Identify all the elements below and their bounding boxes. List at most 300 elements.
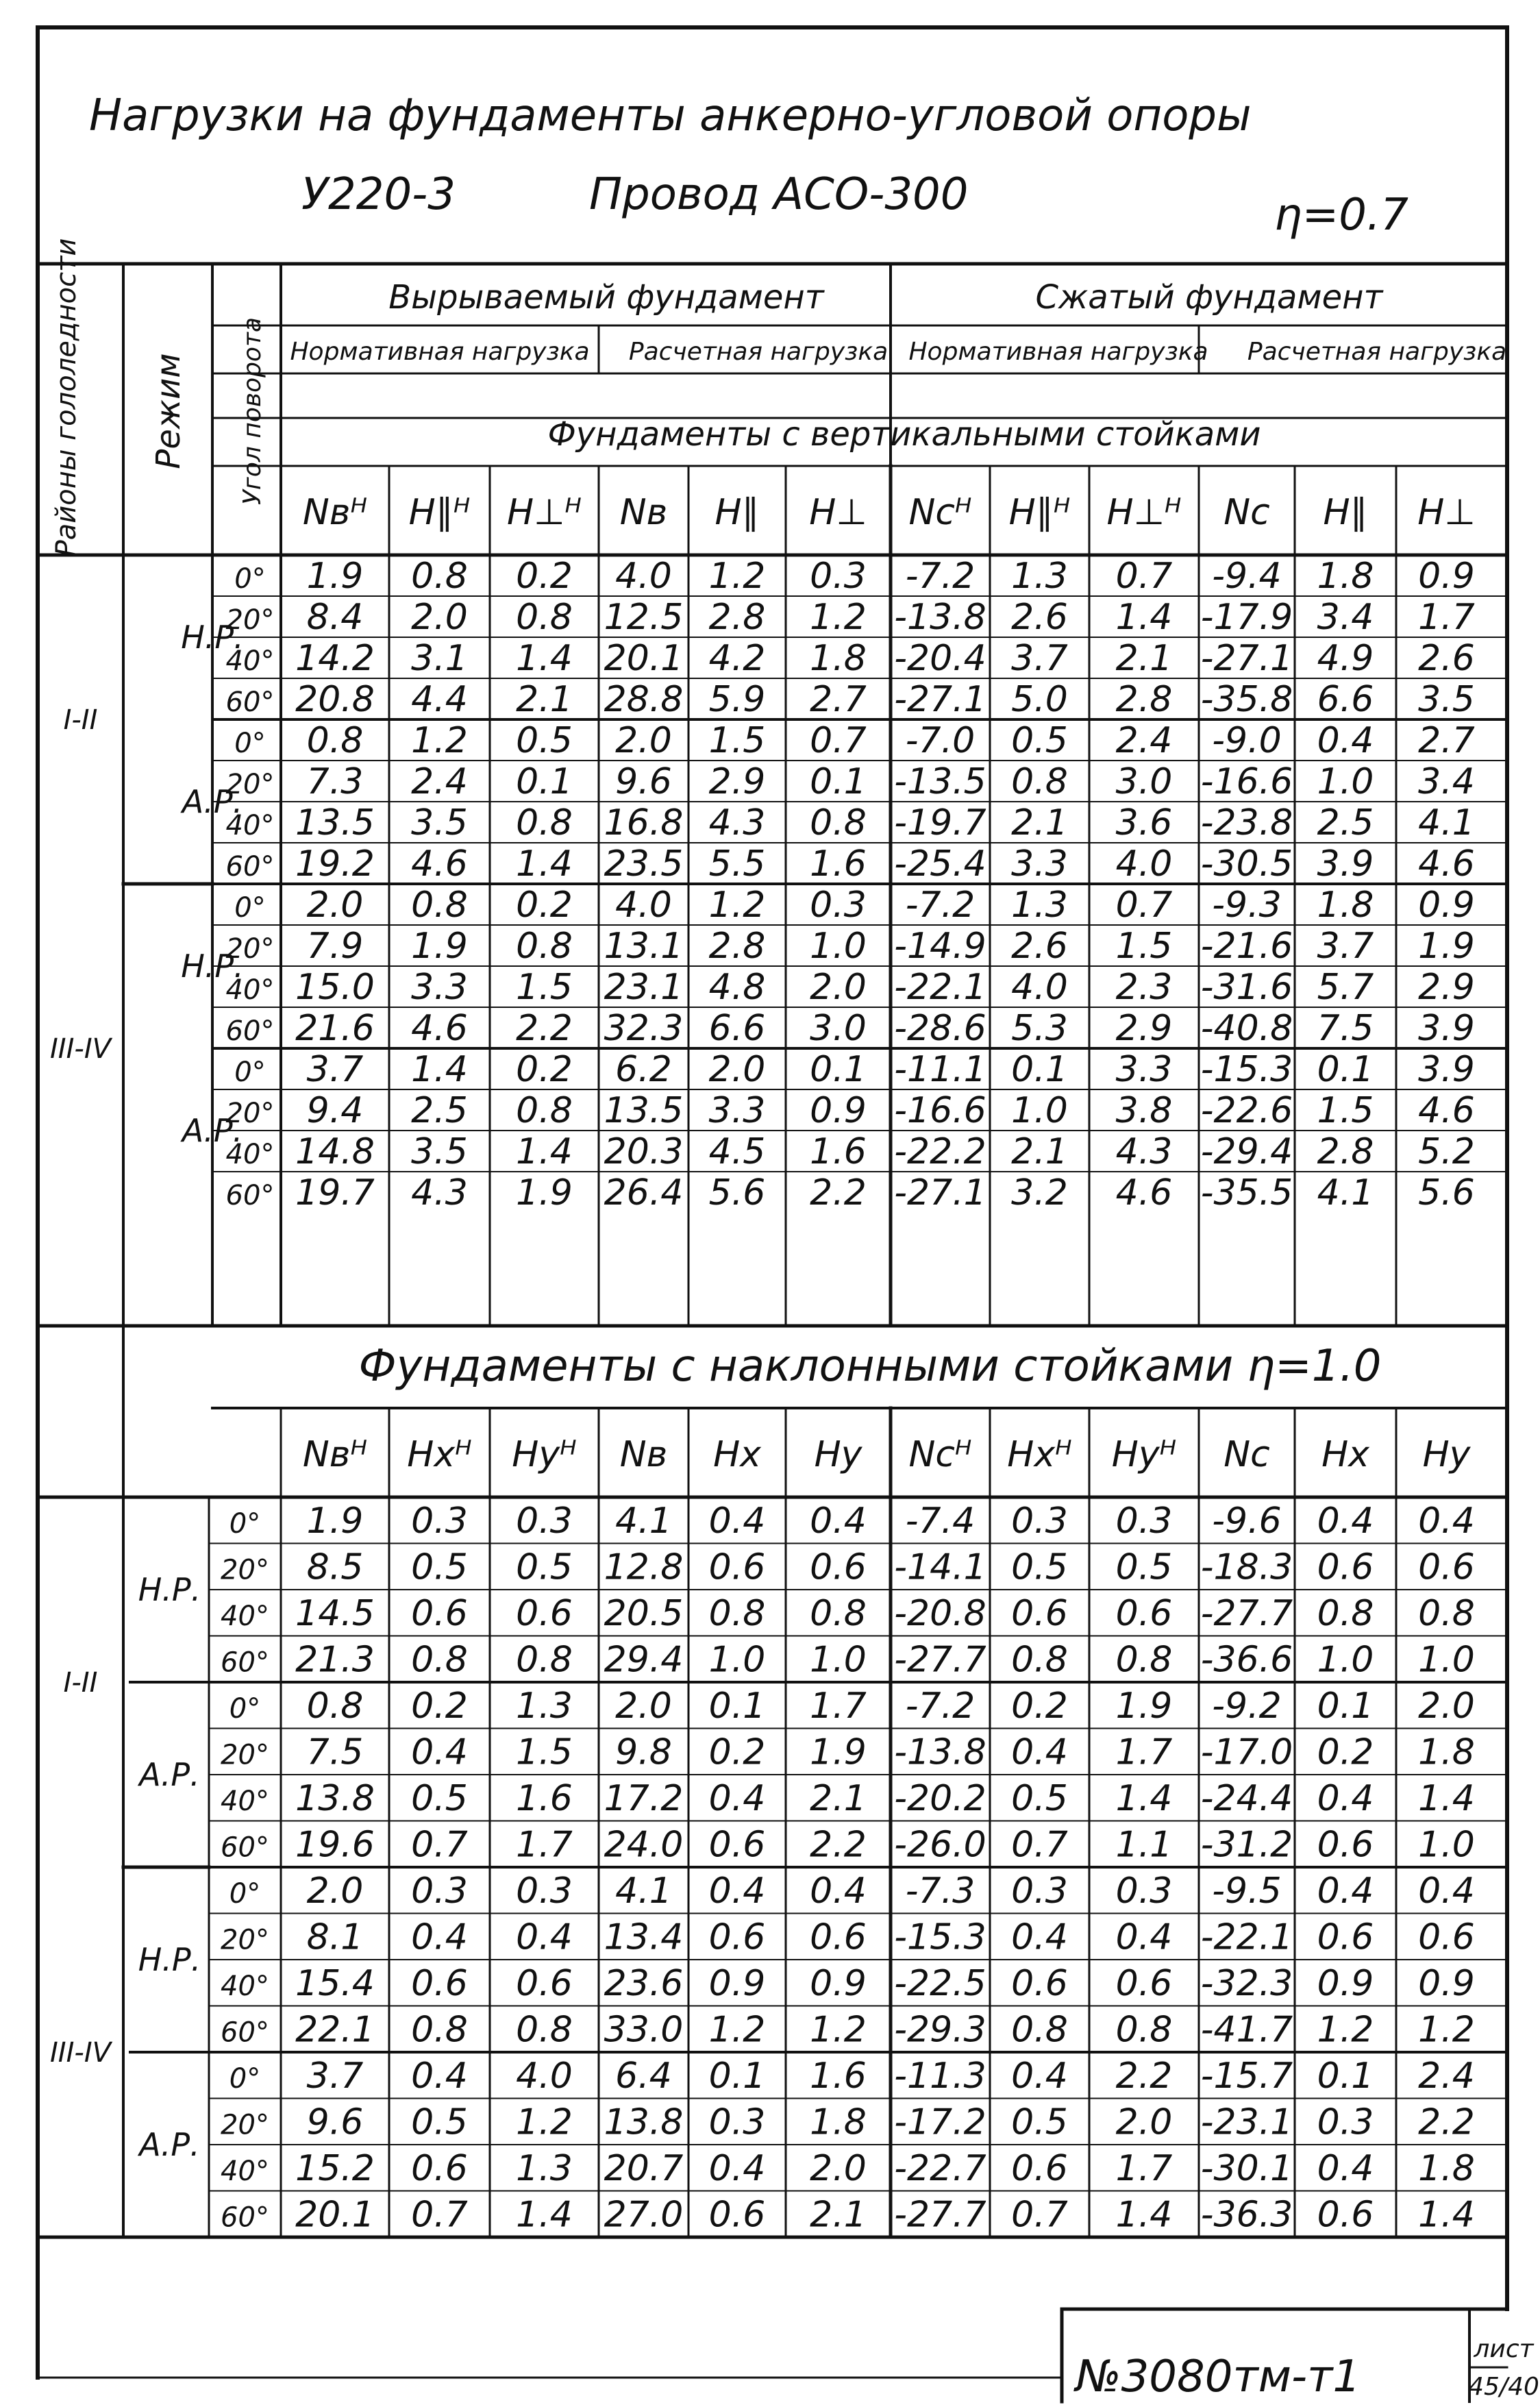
cell-b: 0.4 xyxy=(1011,1731,1068,1773)
cell-b: 0.5 xyxy=(1115,1546,1173,1588)
cell-b: 0.3 xyxy=(1317,2101,1374,2143)
cell-b: 0.1 xyxy=(708,1686,766,1727)
cell-b: -31.2 xyxy=(1200,1824,1293,1866)
cell-b: -41.7 xyxy=(1200,2009,1293,2051)
cell-a: 6.6 xyxy=(708,1008,766,1049)
sheet-number: 45/40 xyxy=(1468,2373,1539,2401)
cell-b: 0.1 xyxy=(1317,1686,1374,1727)
cell-a: -25.4 xyxy=(894,843,986,885)
cell-a: 3.3 xyxy=(708,1090,766,1131)
cell-b: 33.0 xyxy=(604,2009,684,2051)
angle-a: 0° xyxy=(234,728,266,759)
cell-b: 0.4 xyxy=(411,1731,468,1773)
zone-label-b: III-IV xyxy=(50,2037,111,2069)
cell-a: 2.2 xyxy=(516,1008,573,1049)
cell-b: 0.1 xyxy=(708,2056,766,2097)
cell-a: 2.6 xyxy=(1011,597,1068,638)
cell-b: 0.8 xyxy=(1115,1639,1173,1681)
cell-b: 0.4 xyxy=(810,1501,867,1542)
cell-b: 2.0 xyxy=(306,1871,364,1912)
cell-b: 0.6 xyxy=(1317,2194,1374,2236)
cell-a: 0.9 xyxy=(810,1090,867,1131)
cell-a: 2.7 xyxy=(1418,720,1475,761)
cell-b: 0.4 xyxy=(708,1778,766,1819)
cell-a: 4.9 xyxy=(1317,638,1374,679)
col-b-7: Hxᴴ xyxy=(1007,1434,1072,1475)
cell-a: 0.2 xyxy=(516,885,573,926)
cell-b: 0.8 xyxy=(1418,1593,1475,1634)
cell-b: 0.3 xyxy=(516,1871,573,1912)
cell-b: 0.4 xyxy=(708,1501,766,1542)
col-b-5: Hy xyxy=(814,1434,862,1475)
cell-a: 6.2 xyxy=(615,1049,672,1090)
angle-b: 0° xyxy=(229,1508,261,1540)
cell-a: 4.6 xyxy=(1115,1172,1173,1213)
cell-a: 5.0 xyxy=(1011,679,1068,720)
cell-a: 16.8 xyxy=(604,802,684,843)
angle-a: 40° xyxy=(225,645,275,677)
cell-a: 0.2 xyxy=(516,556,573,597)
cell-b: 0.4 xyxy=(411,2056,468,2097)
cell-b: 1.5 xyxy=(516,1731,573,1773)
cell-b: 0.9 xyxy=(810,1963,867,2004)
cell-a: 1.9 xyxy=(411,926,468,967)
cell-b: 1.4 xyxy=(1115,2194,1173,2236)
angle-b: 60° xyxy=(221,2017,269,2049)
cell-b: 8.1 xyxy=(306,1916,364,1958)
cell-a: 20.1 xyxy=(604,638,684,679)
header-mode: Режим xyxy=(149,353,188,469)
cell-b: 13.8 xyxy=(295,1778,375,1819)
cell-a: 26.4 xyxy=(604,1172,684,1213)
cell-a: 4.6 xyxy=(1418,1090,1475,1131)
cell-b: 8.5 xyxy=(306,1546,364,1588)
cell-b: 1.3 xyxy=(516,1686,573,1727)
cell-a: 3.4 xyxy=(1418,761,1475,802)
cell-b: 0.4 xyxy=(411,1916,468,1958)
cell-a: 4.3 xyxy=(708,802,766,843)
cell-a: 9.4 xyxy=(306,1090,364,1131)
cell-b: 12.8 xyxy=(604,1546,684,1588)
cell-b: 7.5 xyxy=(306,1731,364,1773)
cell-a: 1.4 xyxy=(516,1131,573,1172)
cell-a: 1.2 xyxy=(708,556,766,597)
cell-b: -15.3 xyxy=(894,1916,986,1958)
cell-a: -21.6 xyxy=(1200,926,1293,967)
cell-b: 1.8 xyxy=(1418,2148,1475,2189)
cell-a: 2.6 xyxy=(1011,926,1068,967)
cell-a: 3.5 xyxy=(411,802,468,843)
cell-a: -19.7 xyxy=(894,802,986,843)
cell-b: -15.7 xyxy=(1200,2056,1293,2097)
angle-a: 0° xyxy=(234,563,266,595)
col-a-8: H⊥ᴴ xyxy=(1106,492,1182,533)
angle-a: 20° xyxy=(225,933,275,965)
cell-b: 2.2 xyxy=(1115,2056,1173,2097)
cell-a: 0.1 xyxy=(810,1049,867,1090)
cell-a: 4.6 xyxy=(1418,843,1475,885)
cell-b: 2.1 xyxy=(810,2194,867,2236)
cell-a: 1.3 xyxy=(1011,556,1068,597)
cell-b: 1.2 xyxy=(810,2009,867,2051)
cell-b: 20.1 xyxy=(295,2194,375,2236)
cell-a: 3.8 xyxy=(1115,1090,1173,1131)
cell-b: 0.6 xyxy=(411,2148,468,2189)
angle-a: 60° xyxy=(225,687,275,718)
cell-a: 1.0 xyxy=(1317,761,1374,802)
cell-b: 0.7 xyxy=(411,2194,468,2236)
cell-b: 0.8 xyxy=(516,2009,573,2051)
cell-a: -7.0 xyxy=(905,720,976,761)
cell-a: 0.8 xyxy=(516,1090,573,1131)
cell-b: -24.4 xyxy=(1200,1778,1293,1819)
cell-a: 3.7 xyxy=(306,1049,364,1090)
cell-a: 4.4 xyxy=(411,679,468,720)
cell-b: 0.4 xyxy=(1011,2056,1068,2097)
cell-b: 2.0 xyxy=(810,2148,867,2189)
cell-a: 1.4 xyxy=(411,1049,468,1090)
cell-b: 0.3 xyxy=(411,1501,468,1542)
drawing-number: №3080тм-т1 xyxy=(1076,2352,1361,2402)
cell-a: 13.5 xyxy=(295,802,375,843)
cell-b: -27.7 xyxy=(894,1639,986,1681)
cell-b: 0.7 xyxy=(411,1824,468,1866)
cell-a: 2.9 xyxy=(1418,967,1475,1008)
cell-b: 0.4 xyxy=(1317,1501,1374,1542)
cell-b: 15.2 xyxy=(295,2148,375,2189)
cell-b: -14.1 xyxy=(894,1546,986,1588)
cell-b: 1.9 xyxy=(1115,1686,1173,1727)
cell-b: 0.3 xyxy=(1115,1871,1173,1912)
cell-b: 9.8 xyxy=(615,1731,672,1773)
col-b-0: Nвᴴ xyxy=(302,1434,368,1475)
zone-label-b: I-II xyxy=(63,1667,98,1699)
cell-b: 0.6 xyxy=(1317,1546,1374,1588)
cell-a: 0.8 xyxy=(516,926,573,967)
cell-a: 2.5 xyxy=(411,1090,468,1131)
cell-a: 3.5 xyxy=(411,1131,468,1172)
cell-a: 0.1 xyxy=(1011,1049,1068,1090)
cell-b: 2.0 xyxy=(1115,2101,1173,2143)
cell-a: 5.7 xyxy=(1317,967,1374,1008)
cell-b: 0.2 xyxy=(1011,1686,1068,1727)
cell-b: 1.0 xyxy=(1418,1824,1475,1866)
cell-b: -27.7 xyxy=(1200,1593,1293,1634)
cell-a: 2.8 xyxy=(708,597,766,638)
cell-b: 0.2 xyxy=(411,1686,468,1727)
cell-b: 0.4 xyxy=(1418,1871,1475,1912)
cell-b: 0.3 xyxy=(411,1871,468,1912)
cell-b: 0.1 xyxy=(1317,2056,1374,2097)
title-line-1: Нагрузки на фундаменты анкерно-угловой опоры xyxy=(89,90,1252,141)
cell-a: 4.6 xyxy=(411,843,468,885)
cell-b: 1.2 xyxy=(708,2009,766,2051)
col-b-3: Nв xyxy=(619,1434,668,1475)
cell-b: 0.6 xyxy=(1418,1916,1475,1958)
cell-b: 14.5 xyxy=(295,1593,375,1634)
cell-a: -29.4 xyxy=(1200,1131,1293,1172)
col-b-11: Hy xyxy=(1422,1434,1471,1475)
cell-a: 1.8 xyxy=(1317,556,1374,597)
cell-a: 4.0 xyxy=(615,556,672,597)
cell-b: -18.3 xyxy=(1200,1546,1293,1588)
cell-b: 0.5 xyxy=(411,1778,468,1819)
regime-label-b: А.Р. xyxy=(139,1756,200,1793)
angle-a: 60° xyxy=(225,851,275,883)
cell-b: -36.6 xyxy=(1200,1639,1293,1681)
cell-a: 3.3 xyxy=(1115,1049,1173,1090)
cell-b: 0.2 xyxy=(1317,1731,1374,1773)
cell-a: 0.8 xyxy=(411,885,468,926)
cell-a: -23.8 xyxy=(1200,802,1293,843)
cell-a: -17.9 xyxy=(1200,597,1293,638)
cell-b: 0.4 xyxy=(708,1871,766,1912)
col-a-10: H∥ xyxy=(1323,492,1368,533)
cell-b: -22.5 xyxy=(894,1963,986,2004)
cell-a: 19.2 xyxy=(295,843,375,885)
cell-a: 21.6 xyxy=(295,1008,375,1049)
cell-a: 2.7 xyxy=(810,679,867,720)
cell-b: 0.6 xyxy=(1317,1916,1374,1958)
cell-a: -30.5 xyxy=(1200,843,1293,885)
cell-a: 1.5 xyxy=(1317,1090,1374,1131)
cell-b: -27.7 xyxy=(894,2194,986,2236)
cell-b: 0.6 xyxy=(708,1916,766,1958)
cell-a: -11.1 xyxy=(894,1049,986,1090)
cell-b: 0.8 xyxy=(708,1593,766,1634)
cell-b: 0.4 xyxy=(1317,1778,1374,1819)
cell-a: -35.8 xyxy=(1200,679,1293,720)
cell-b: 4.0 xyxy=(516,2056,573,2097)
cell-b: 0.5 xyxy=(1011,1778,1068,1819)
cell-b: 0.4 xyxy=(708,2148,766,2189)
cell-b: 0.8 xyxy=(1011,2009,1068,2051)
cell-b: 1.7 xyxy=(516,1824,573,1866)
cell-a: 3.6 xyxy=(1115,802,1173,843)
cell-b: 0.6 xyxy=(1418,1546,1475,1588)
cell-a: 0.8 xyxy=(516,597,573,638)
angle-a: 60° xyxy=(225,1015,275,1047)
cell-a: 0.7 xyxy=(1115,556,1173,597)
cell-b: 0.8 xyxy=(306,1686,364,1727)
cell-a: 1.5 xyxy=(708,720,766,761)
cell-b: 0.9 xyxy=(1418,1963,1475,2004)
cell-a: 0.5 xyxy=(516,720,573,761)
cell-b: 0.4 xyxy=(810,1871,867,1912)
cell-b: 0.5 xyxy=(411,1546,468,1588)
col-a-7: H∥ᴴ xyxy=(1008,492,1071,533)
cell-a: 0.3 xyxy=(810,556,867,597)
cell-a: 7.9 xyxy=(306,926,364,967)
cell-b: -23.1 xyxy=(1200,2101,1293,2143)
cell-b: 0.8 xyxy=(1317,1593,1374,1634)
angle-b: 0° xyxy=(229,2063,261,2095)
cell-a: 7.3 xyxy=(306,761,364,802)
angle-a: 0° xyxy=(234,892,266,924)
cell-a: 2.1 xyxy=(1011,802,1068,843)
cell-a: 5.2 xyxy=(1418,1131,1475,1172)
cell-a: 2.2 xyxy=(810,1172,867,1213)
cell-b: -9.5 xyxy=(1212,1871,1282,1912)
cell-b: 0.6 xyxy=(1115,1963,1173,2004)
cell-b: -36.3 xyxy=(1200,2194,1293,2236)
cell-a: 2.1 xyxy=(1115,638,1173,679)
cell-a: 4.1 xyxy=(1317,1172,1374,1213)
cell-a: -27.1 xyxy=(1200,638,1293,679)
cell-a: 20.8 xyxy=(295,679,375,720)
cell-b: 1.7 xyxy=(1115,1731,1173,1773)
title-eta: η=0.7 xyxy=(1274,190,1408,241)
cell-b: 0.5 xyxy=(1011,2101,1068,2143)
angle-b: 60° xyxy=(221,1832,269,1864)
cell-b: 1.4 xyxy=(1115,1778,1173,1819)
cell-a: 9.6 xyxy=(615,761,672,802)
cell-b: -30.1 xyxy=(1200,2148,1293,2189)
cell-a: 5.6 xyxy=(1418,1172,1475,1213)
cell-b: -17.0 xyxy=(1200,1731,1293,1773)
cell-a: 28.8 xyxy=(604,679,684,720)
cell-b: 0.3 xyxy=(1011,1501,1068,1542)
cell-a: 23.5 xyxy=(604,843,684,885)
cell-a: 2.4 xyxy=(411,761,468,802)
cell-a: 4.0 xyxy=(1011,967,1068,1008)
cell-a: 1.7 xyxy=(1418,597,1475,638)
cell-a: 1.9 xyxy=(1418,926,1475,967)
cell-b: -17.2 xyxy=(894,2101,986,2143)
cell-b: 0.6 xyxy=(1011,1963,1068,2004)
cell-a: 1.4 xyxy=(516,638,573,679)
cell-b: -13.8 xyxy=(894,1731,986,1773)
cell-a: 3.7 xyxy=(1011,638,1068,679)
cell-a: 14.2 xyxy=(295,638,375,679)
section-vertical-columns: Фундаменты с вертикальными стойками xyxy=(547,415,1261,454)
cell-a: 1.2 xyxy=(411,720,468,761)
cell-a: 3.3 xyxy=(1011,843,1068,885)
cell-b: 0.6 xyxy=(708,2194,766,2236)
cell-b: 0.4 xyxy=(1317,1871,1374,1912)
regime-label-a: Н.Р. xyxy=(181,619,244,656)
cell-b: 1.6 xyxy=(516,1778,573,1819)
cell-a: 2.1 xyxy=(1011,1131,1068,1172)
cell-b: -22.1 xyxy=(1200,1916,1293,1958)
cell-b: 0.4 xyxy=(1317,2148,1374,2189)
cell-b: 0.6 xyxy=(411,1593,468,1634)
header-normative-compressed: Нормативная нагрузка xyxy=(908,338,1208,366)
cell-b: 1.7 xyxy=(1115,2148,1173,2189)
cell-b: 13.8 xyxy=(604,2101,684,2143)
cell-a: -22.2 xyxy=(894,1131,986,1172)
header-angle: Угол поворота xyxy=(238,317,266,506)
cell-a: 6.6 xyxy=(1317,679,1374,720)
cell-a: 32.3 xyxy=(604,1008,684,1049)
col-b-9: Nс xyxy=(1224,1434,1270,1475)
col-b-8: Hyᴴ xyxy=(1111,1434,1177,1475)
angle-b: 20° xyxy=(221,2109,269,2141)
cell-a: 3.4 xyxy=(1317,597,1374,638)
cell-a: 4.2 xyxy=(708,638,766,679)
cell-a: 1.3 xyxy=(1011,885,1068,926)
regime-label-a: А.Р. xyxy=(182,1112,243,1149)
angle-a: 40° xyxy=(225,974,275,1006)
cell-a: 15.0 xyxy=(295,967,375,1008)
cell-a: 1.0 xyxy=(1011,1090,1068,1131)
cell-b: 0.4 xyxy=(1418,1501,1475,1542)
cell-a: 8.4 xyxy=(306,597,364,638)
angle-b: 40° xyxy=(221,1786,269,1817)
cell-a: 4.6 xyxy=(411,1008,468,1049)
cell-a: -31.6 xyxy=(1200,967,1293,1008)
cell-a: 1.0 xyxy=(810,926,867,967)
cell-a: 2.1 xyxy=(516,679,573,720)
col-a-2: H⊥ᴴ xyxy=(506,492,582,533)
cell-a: -7.2 xyxy=(905,556,976,597)
cell-b: 22.1 xyxy=(295,2009,375,2051)
cell-a: 13.1 xyxy=(604,926,684,967)
cell-b: 0.6 xyxy=(708,1824,766,1866)
cell-b: 19.6 xyxy=(295,1824,375,1866)
cell-a: 2.8 xyxy=(1115,679,1173,720)
cell-b: 0.3 xyxy=(708,2101,766,2143)
cell-b: -20.2 xyxy=(894,1778,986,1819)
cell-b: 21.3 xyxy=(295,1639,375,1681)
cell-a: 0.7 xyxy=(1115,885,1173,926)
cell-a: 0.3 xyxy=(810,885,867,926)
cell-a: 0.8 xyxy=(411,556,468,597)
cell-b: 0.2 xyxy=(708,1731,766,1773)
header-normative-pullout: Нормативная нагрузка xyxy=(290,338,590,366)
cell-b: -20.8 xyxy=(894,1593,986,1634)
cell-a: 7.5 xyxy=(1317,1008,1374,1049)
cell-b: 1.4 xyxy=(1418,1778,1475,1819)
cell-a: 5.3 xyxy=(1011,1008,1068,1049)
cell-b: 1.0 xyxy=(810,1639,867,1681)
cell-b: 0.6 xyxy=(1115,1593,1173,1634)
cell-a: 4.5 xyxy=(708,1131,766,1172)
regime-label-b: Н.Р. xyxy=(138,1571,201,1608)
col-a-6: Nсᴴ xyxy=(908,492,972,533)
cell-b: 24.0 xyxy=(604,1824,684,1866)
cell-a: 0.1 xyxy=(810,761,867,802)
cell-b: 0.3 xyxy=(1115,1501,1173,1542)
cell-b: 1.2 xyxy=(1418,2009,1475,2051)
cell-a: 2.5 xyxy=(1317,802,1374,843)
col-b-1: Hxᴴ xyxy=(407,1434,472,1475)
cell-b: 1.7 xyxy=(810,1686,867,1727)
cell-b: 15.4 xyxy=(295,1963,375,2004)
cell-a: -27.1 xyxy=(894,679,986,720)
cell-b: 0.4 xyxy=(1011,1916,1068,1958)
cell-b: 1.2 xyxy=(516,2101,573,2143)
col-a-0: Nвᴴ xyxy=(302,492,368,533)
cell-b: 2.0 xyxy=(615,1686,672,1727)
cell-b: -7.4 xyxy=(905,1501,976,1542)
cell-a: -7.2 xyxy=(905,885,976,926)
cell-a: 0.7 xyxy=(810,720,867,761)
cell-b: 0.4 xyxy=(1115,1916,1173,1958)
cell-b: -9.6 xyxy=(1212,1501,1282,1542)
cell-b: 0.5 xyxy=(411,2101,468,2143)
col-a-3: Nв xyxy=(619,492,668,533)
angle-b: 40° xyxy=(221,1601,269,1632)
cell-b: 1.2 xyxy=(1317,2009,1374,2051)
cell-b: 0.8 xyxy=(411,1639,468,1681)
angle-a: 40° xyxy=(225,810,275,841)
cell-b: -29.3 xyxy=(894,2009,986,2051)
cell-a: 2.0 xyxy=(708,1049,766,1090)
cell-b: 9.6 xyxy=(306,2101,364,2143)
col-a-1: H∥ᴴ xyxy=(408,492,471,533)
cell-a: 4.0 xyxy=(1115,843,1173,885)
